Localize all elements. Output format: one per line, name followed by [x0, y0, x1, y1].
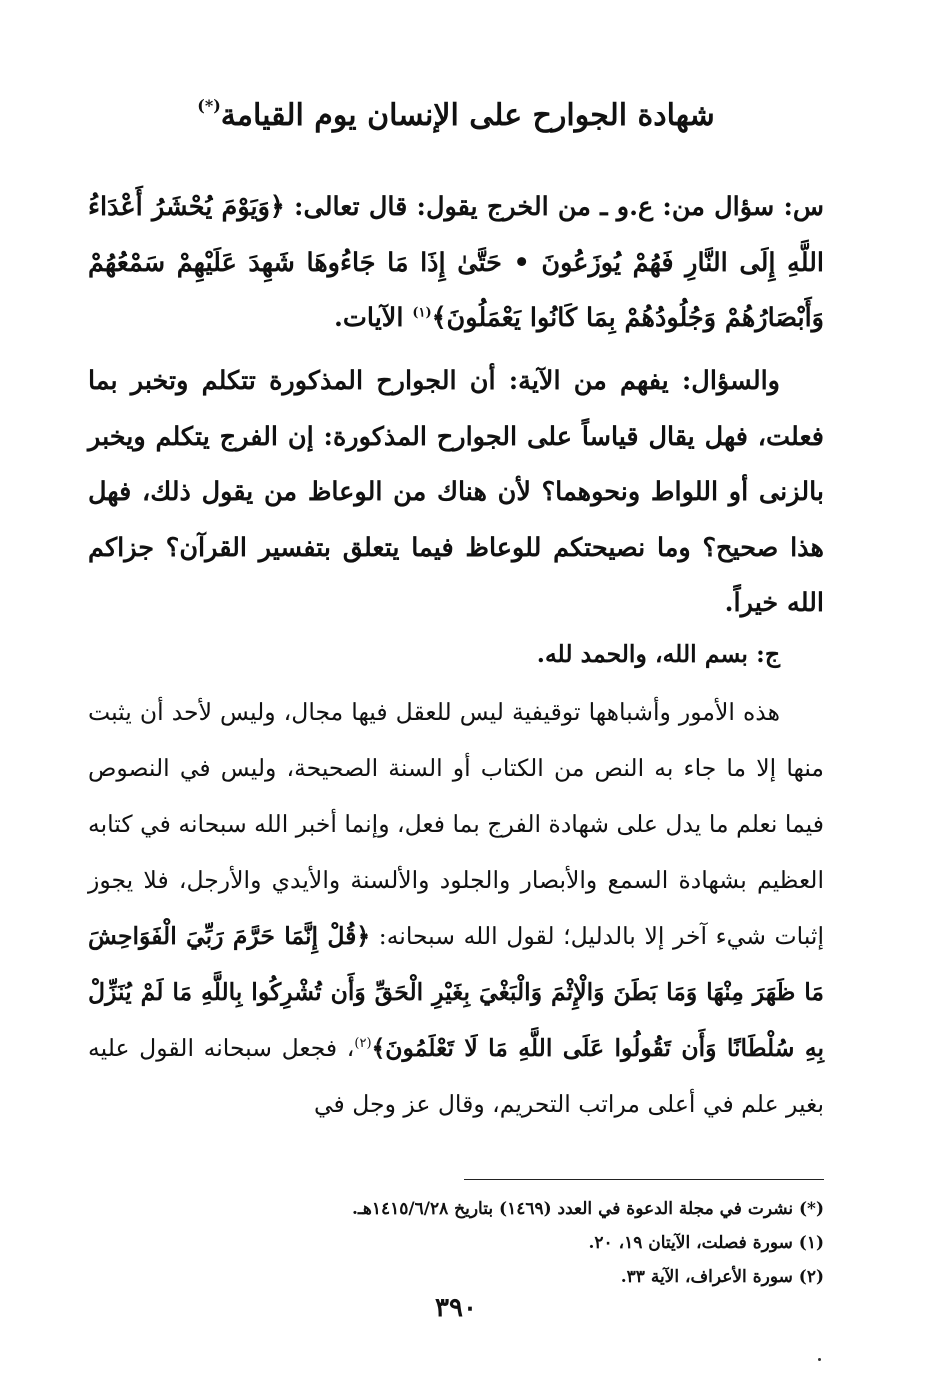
footnote-item: (٢) سورة الأعراف، الآية ٣٣. [620, 1267, 824, 1287]
question-body: والسؤال: يفهم من الآية: أن الجوارح المذكورة تتكلم وتخبر بما فعلت، فهل يقال قياساً على الجوارح المذكورة: إن الفرج يتكلم ويخبر بالزنى أو اللواط ونحوهما؟ لأن هناك من الوعاظ من يقول ذلك، فهل هذا صحيح؟ وما نصيحتكم للوعاظ فيما يتعلق بتفسير القرآن؟ جزاكم الله خيراً. [88, 366, 824, 618]
question-verse-ref: (١) [412, 305, 432, 321]
answer-text: هذه الأمور وأشباهها توقيفية ليس للعقل فيها مجال، وليس لأحد أن يثبت منها إلا ما جاء به النص من الكتاب أو السنة الصحيحة، وليس في النصوص فيما نعلم ما يدل على شهادة الفرج بما فعل، وإنما أخبر الله سبحانه في كتابه العظيم بشهادة السمع والأبصار والجلود والألسنة والأيدي والأرجل، فلا يجوز إثبات شيء آخر إلا بالدليل؛ لقول الله سبحانه: [88, 698, 825, 950]
scan-speck [818, 1358, 821, 1361]
question-prefix: س: سؤال من: ع.و ـ من الخرج يقول: قال تعالى: [284, 192, 824, 222]
book-page [88, 0, 824, 1381]
question-paragraph [88, 180, 824, 347]
footnotes [88, 1192, 824, 1294]
footnote-divider [464, 1179, 824, 1180]
answer-text-end: ، فجعل سبحانه القول عليه بغير علم في أعلى مراتب التحريم، وقال عز وجل في [88, 1034, 824, 1118]
answer-paragraph [88, 684, 824, 1132]
footnote-item: (١) سورة فصلت، الآيتان ١٩، ٢٠. [588, 1233, 824, 1253]
page-title [88, 96, 824, 136]
question-verse: ﴿وَيَوْمَ يُحْشَرُ أَعْدَاءُ اللَّهِ إِلَى النَّارِ فَهُمْ يُوزَعُونَ • حَتَّىٰ إِذَا مَا جَاءُوهَا شَهِدَ عَلَيْهِمْ سَمْعُهُمْ وَأَبْصَارُهُمْ وَجُلُودُهُمْ بِمَا كَانُوا يَعْمَلُونَ﴾ [88, 192, 824, 333]
question-suffix: الآيات. [334, 303, 413, 333]
title-text: شهادة الجوارح على الإنسان يوم القيامة [220, 98, 715, 133]
title-footnote-mark: (*) [197, 96, 221, 115]
answer-opening: ج: بسم الله، والحمد لله. [536, 640, 780, 668]
answer-verse-ref: (٢) [354, 1036, 372, 1052]
page-number: ٣٩٠ [435, 1293, 477, 1323]
footnote-item: (*) نشرت في مجلة الدعوة في العدد (١٤٦٩) بتاريخ ١٤١٥/٦/٢٨هـ. [352, 1199, 824, 1219]
answer-verse: ﴿قُلْ إِنَّمَا حَرَّمَ رَبِّيَ الْفَوَاحِشَ مَا ظَهَرَ مِنْهَا وَمَا بَطَنَ وَالْإِثْمَ وَالْبَغْيَ بِغَيْرِ الْحَقِّ وَأَن تُشْرِكُوا بِاللَّهِ مَا لَمْ يُنَزِّلْ بِهِ سُلْطَانًا وَأَن تَقُولُوا عَلَى اللَّهِ مَا لَا تَعْلَمُونَ﴾ [88, 922, 824, 1062]
